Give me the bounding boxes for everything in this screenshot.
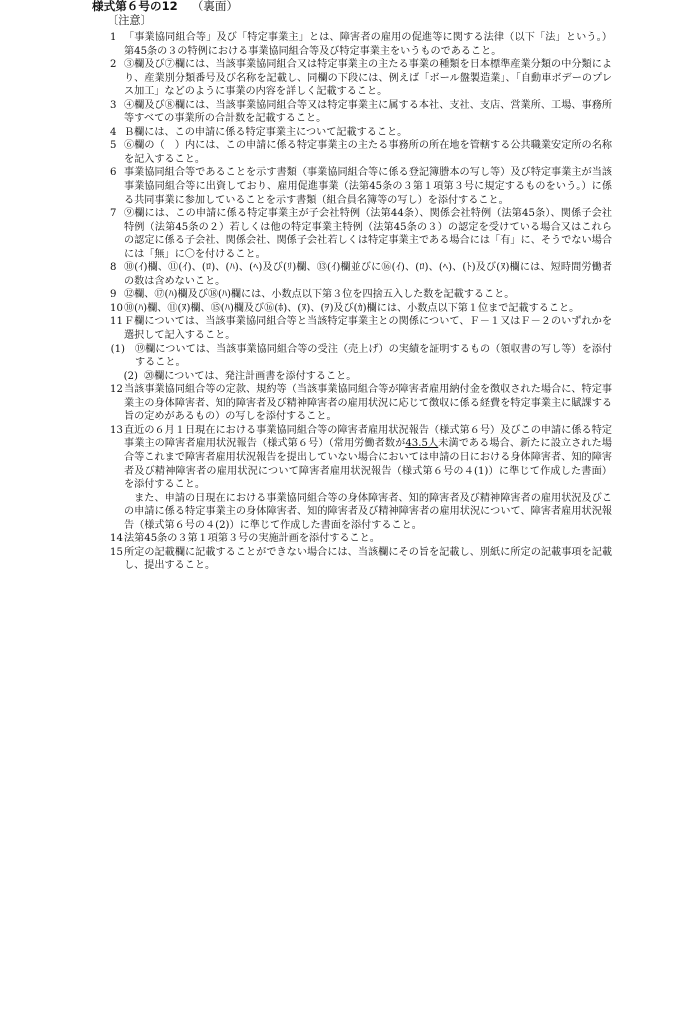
- note-sub-item: [110, 370, 612, 384]
- note-item-13: [110, 424, 612, 532]
- form-id: 様式第６号の12: [92, 0, 178, 13]
- note13-paragraph-2: また、申請の日現在における事業協同組合等の身体障害者、知的障害者及び精神障害者の雇用状況及びこの申請に係る特定事業主の身体障害者、知的障害者及び精神障害者の雇用状況について、障害者雇用状況報告（様式第６号の４(2)）に準じて作成した書面を添付すること。: [124, 492, 612, 531]
- note-text: [124, 424, 612, 532]
- note-text: 法第45条の３第１項第３号の実施計画を添付すること。: [124, 533, 380, 545]
- note-text: 所定の記載欄に記載することができない場合には、当該欄にその旨を記載し、別紙に所定の記載事項を記載し、提出すること。: [124, 546, 612, 572]
- note-text: ⑥欄の（ ）内には、この申請に係る特定事業主の主たる事務所の所在地を管轄する公共職業安定所の名称を記入すること。: [124, 140, 612, 165]
- note-item: [110, 532, 612, 546]
- note-number: 14: [110, 533, 123, 545]
- note-number: 12: [110, 384, 123, 396]
- note-number: 8: [110, 262, 117, 274]
- side-label: （裏面）: [191, 0, 239, 13]
- notes-list: [110, 31, 612, 573]
- note-number: 4: [110, 126, 117, 138]
- sub-item-text: ⑳欄については、発注計画書を添付すること。: [144, 370, 357, 382]
- notes-group-a: [110, 31, 612, 343]
- notes-heading: 〔注意〕: [107, 14, 152, 27]
- note-number: 13: [110, 424, 123, 436]
- form-header: [92, 0, 238, 13]
- sub-item-number: (1): [110, 343, 125, 355]
- note-number: 6: [110, 167, 117, 179]
- note-text: ⑨欄には、この申請に係る特定事業主が子会社特例（法第44条）、関係会社特例（法第45条）、関係子会社特例（法第45条の２）若しくは他の特定事業主特例（法第45条の３）の認定を受けている場合又はこれらの認定に係る子会社、関係会社、関係子会社若しくは特定事業主である場合には「有」に、そうでない場合には「無」に〇を付けること。: [124, 208, 612, 260]
- note11-sub-items: [110, 343, 612, 384]
- note-item: [110, 139, 612, 166]
- note-number: 15: [110, 546, 123, 558]
- note13-text-before: 直近の６月１日現在における事業協同組合等の障害者雇用状況報告（様式第６号）及びこの申請に係る特定事業主の障害者雇用状況報告（様式第６号）（常用労働者数が: [124, 424, 612, 450]
- note-text: ⑩(ﾊ)欄、⑪(ﾇ)欄、⑮(ﾊ)欄及び⑯(ﾎ)、(ﾇ)、(ｦ)及び(ｶ)欄には、小数点以下第１位まで記載すること。: [124, 302, 580, 314]
- note-item: [110, 261, 612, 288]
- note-text: 当該事業協同組合等の定款、規約等（当該事業協同組合等が障害者雇用納付金を徴収された場合に、特定事業主の身体障害者、知的障害者及び精神障害者の雇用状況に応じて徴収に係る経費を特定事業主に賦課する旨の定めがあるもの）の写しを添付すること。: [124, 384, 612, 423]
- note-text: ⑩(ｲ)欄、⑪(ｲ)、(ﾛ)、(ﾊ)、(ﾍ)及び(ﾘ)欄、⑬(ｲ)欄並びに⑯(ｲ)、(ﾛ)、(ﾍ)、(ﾄ)及び(ﾇ)欄には、短時間労働者の数は含めないこと。: [124, 262, 612, 287]
- note-text: 事業協同組合等であることを示す書類（事業協同組合等に係る登記簿謄本の写し等）及び特定事業主が当該事業協同組合等に出資しており、雇用促進事業（法第45条の３第１項第３号に規定するものをいう。）に係る共同事業に参加していることを示す書類（組合員名簿等の写し）を添付すること。: [124, 167, 612, 206]
- note-number: 5: [110, 140, 117, 152]
- note-item: [110, 383, 612, 424]
- note-number: 11: [110, 316, 123, 328]
- note-item: [110, 126, 612, 140]
- sub-item-text: ⑲欄については、当該事業協同組合等の受注（売上げ）の実績を証明するもの（領収書の写し等）を添付すること。: [135, 343, 612, 369]
- note-text: ⑫欄、⑰(ﾊ)欄及び⑱(ﾊ)欄には、小数点以下第３位を四捨五入した数を記載すること。: [124, 289, 515, 301]
- notes-group-b: [110, 383, 612, 424]
- note-item: [110, 166, 612, 207]
- note-text: Ｆ欄については、当該事業協同組合等と当該特定事業主との関係について、Ｆ－１又はＦ－２のいずれかを選択して記入すること。: [124, 316, 612, 342]
- note-item: [110, 288, 612, 302]
- sub-item-number: (2): [123, 370, 138, 382]
- note-item: [110, 302, 612, 316]
- note-number: 1: [110, 32, 117, 43]
- note-item: [110, 315, 612, 342]
- note-number: 7: [110, 208, 117, 220]
- note-text: Ｂ欄には、この申請に係る特定事業主について記載すること。: [124, 126, 408, 138]
- note-text: 「事業協同組合等」及び「特定事業主」とは、障害者の雇用の促進等に関する法律（以下「法」という。）第45条の３の特例における事業協同組合等及び特定事業主をいうものであること。: [124, 32, 612, 57]
- note-text: ④欄及び⑧欄には、当該事業協同組合等又は特定事業主に属する本社、支社、支店、営業所、工場、事務所等すべての事業所の合計数を記載すること。: [124, 99, 612, 125]
- note-item: [110, 58, 612, 99]
- note-item: [110, 546, 612, 573]
- note-item: [110, 31, 612, 58]
- note13-text-after: 未満である場合、新たに設立された場合等これまで障害者雇用状況報告を提出していない場合においては申請の日における身体障害者、知的障害者及び精神障害者の雇用状況について障害者雇用状況報告（様式第６号の４(1)）に準じて作成した書面）を添付すること。: [124, 438, 613, 491]
- note-number: 9: [110, 289, 117, 301]
- note-item: [110, 99, 612, 126]
- note-number: 3: [110, 99, 117, 111]
- notes-group-c: [110, 532, 612, 573]
- note-item: [110, 207, 612, 261]
- note-number: 10: [110, 302, 123, 314]
- note13-underlined-value: 43.5人: [405, 438, 439, 450]
- note-text: ③欄及び⑦欄には、当該事業協同組合又は特定事業主の主たる事業の種類を日本標準産業分類の中分類により、産業別分類番号及び名称を記載し、同欄の下段には、例えば「ボール盤製造業」、「自動車ボデーのプレス加工」などのように事業の内容を詳しく記載すること。: [124, 59, 612, 98]
- note-number: 2: [110, 59, 117, 71]
- note-sub-item: [110, 343, 612, 370]
